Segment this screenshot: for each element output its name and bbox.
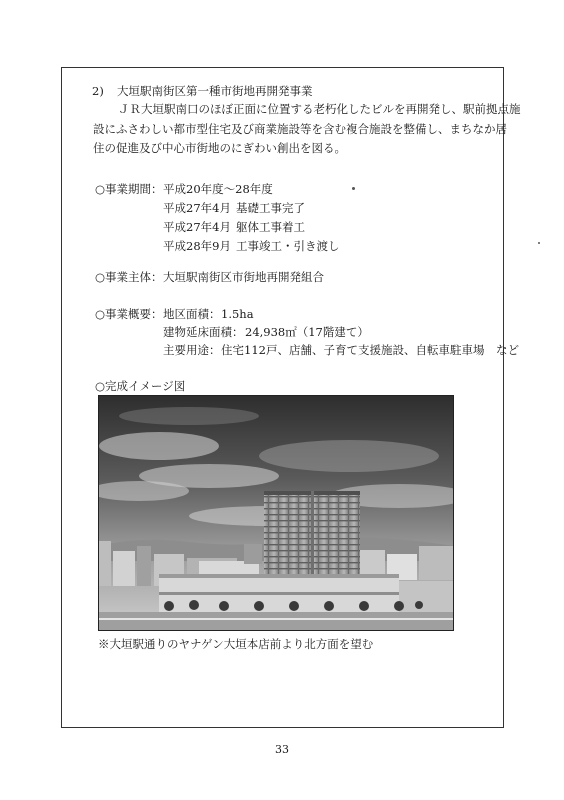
scan-speck	[538, 242, 540, 244]
operator-label: ○事業主体：	[95, 270, 163, 284]
image-caption: ※大垣駅通りのヤナゲン大垣本店前より北方面を望む	[98, 637, 374, 651]
scan-speck	[352, 187, 355, 190]
period-label: ○事業期間：	[95, 182, 163, 196]
area-value: 1.5ha	[221, 307, 254, 321]
page-number: 33	[275, 743, 289, 756]
section-number: 2)	[92, 84, 104, 98]
operator-value: 大垣駅南街区市街地再開発組合	[163, 270, 324, 284]
section-title: 大垣駅南街区第一種市街地再開発事業	[117, 84, 313, 98]
overview-label: ○事業概要：	[95, 307, 163, 321]
floor-area-value: 24,938㎡（17階建て）	[245, 325, 369, 339]
main-use-label: 主要用途：	[163, 343, 221, 357]
main-use-value: 住宅112戸、店舗、子育て支援施設、自転車駐車場 など	[221, 343, 519, 357]
intro-line-1: ＪＲ大垣駅南口のほぼ正面に位置する老朽化したビルを再開発し、駅前拠点施	[118, 102, 521, 116]
milestone-event: 基礎工事完了	[236, 201, 305, 215]
completion-rendering-image	[98, 395, 454, 631]
milestone-event: 躯体工事着工	[236, 220, 305, 234]
milestone-event: 工事竣工・引き渡し	[236, 239, 340, 253]
area-label: 地区面積：	[163, 307, 221, 321]
image-section-label: ○完成イメージ図	[95, 379, 186, 393]
milestone-date: 平成28年9月	[163, 239, 231, 253]
period-value: 平成20年度～28年度	[163, 182, 273, 196]
intro-line-3: 住の促進及び中心市街地のにぎわい創出を図る。	[93, 141, 346, 155]
floor-area-label: 建物延床面積：	[163, 325, 244, 339]
intro-line-2: 設にふさわしい都市型住宅及び商業施設等を含む複合施設を整備し、まちなか居	[93, 122, 507, 136]
milestone-date: 平成27年4月	[163, 220, 231, 234]
milestone-date: 平成27年4月	[163, 201, 231, 215]
